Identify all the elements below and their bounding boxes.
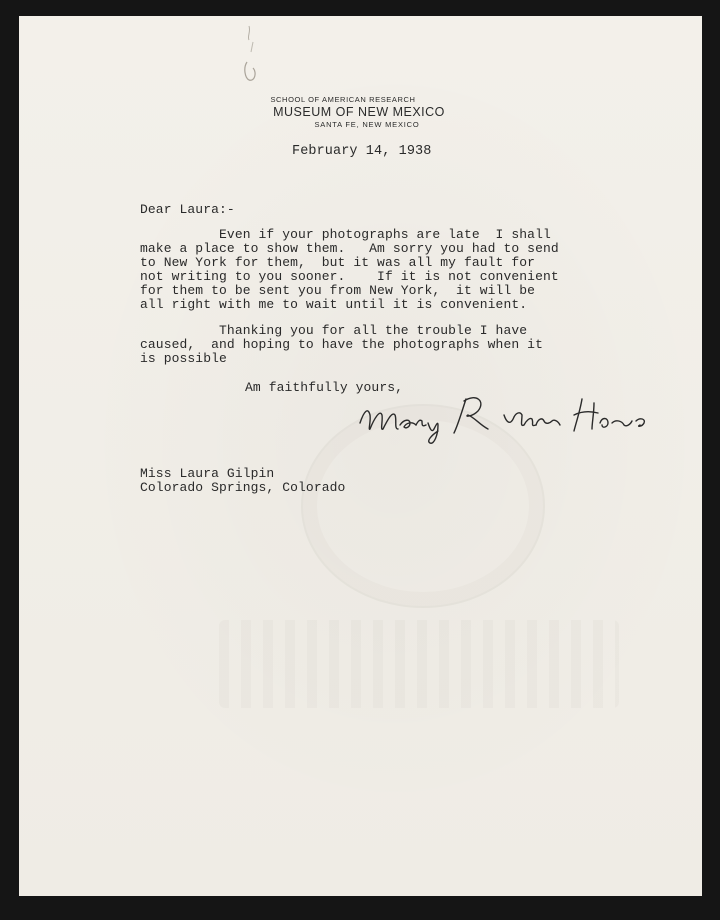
bleed-through-text bbox=[219, 620, 619, 708]
body-line: for them to be sent you from New York, it will be bbox=[140, 283, 536, 298]
body-line: Thanking you for all the trouble I have bbox=[140, 323, 528, 338]
letter-date: February 14, 1938 bbox=[292, 144, 432, 159]
body-line: not writing to you sooner. If it is not convenient bbox=[140, 269, 559, 284]
body-paragraph-1 bbox=[140, 228, 559, 312]
body-line: is possible bbox=[140, 351, 227, 366]
body-line: Even if your photographs are late I shall bbox=[140, 227, 551, 242]
body-line: to New York for them, but it was all my fault for bbox=[140, 255, 536, 270]
body-line: all right with me to wait until it is convenient. bbox=[140, 297, 528, 312]
body-paragraph-2 bbox=[140, 324, 543, 366]
recipient-address bbox=[140, 467, 345, 495]
recipient-city: Colorado Springs, Colorado bbox=[140, 480, 346, 495]
body-line: make a place to show them. Am sorry you had to send bbox=[140, 241, 559, 256]
pencil-mark bbox=[237, 22, 267, 92]
letterhead bbox=[215, 95, 505, 130]
handwritten-signature bbox=[354, 381, 654, 451]
letter-sheet bbox=[19, 16, 702, 896]
letterhead-name: MUSEUM OF NEW MEXICO bbox=[273, 105, 445, 119]
body-line: caused, and hoping to have the photographs when it bbox=[140, 337, 543, 352]
recipient-name: Miss Laura Gilpin bbox=[140, 466, 275, 481]
letterhead-organization: SCHOOL OF AMERICAN RESEARCH bbox=[270, 95, 416, 104]
closing: Am faithfully yours, bbox=[245, 380, 404, 395]
salutation: Dear Laura:- bbox=[140, 202, 235, 217]
letterhead-city: SANTA FE, NEW MEXICO bbox=[314, 120, 420, 129]
